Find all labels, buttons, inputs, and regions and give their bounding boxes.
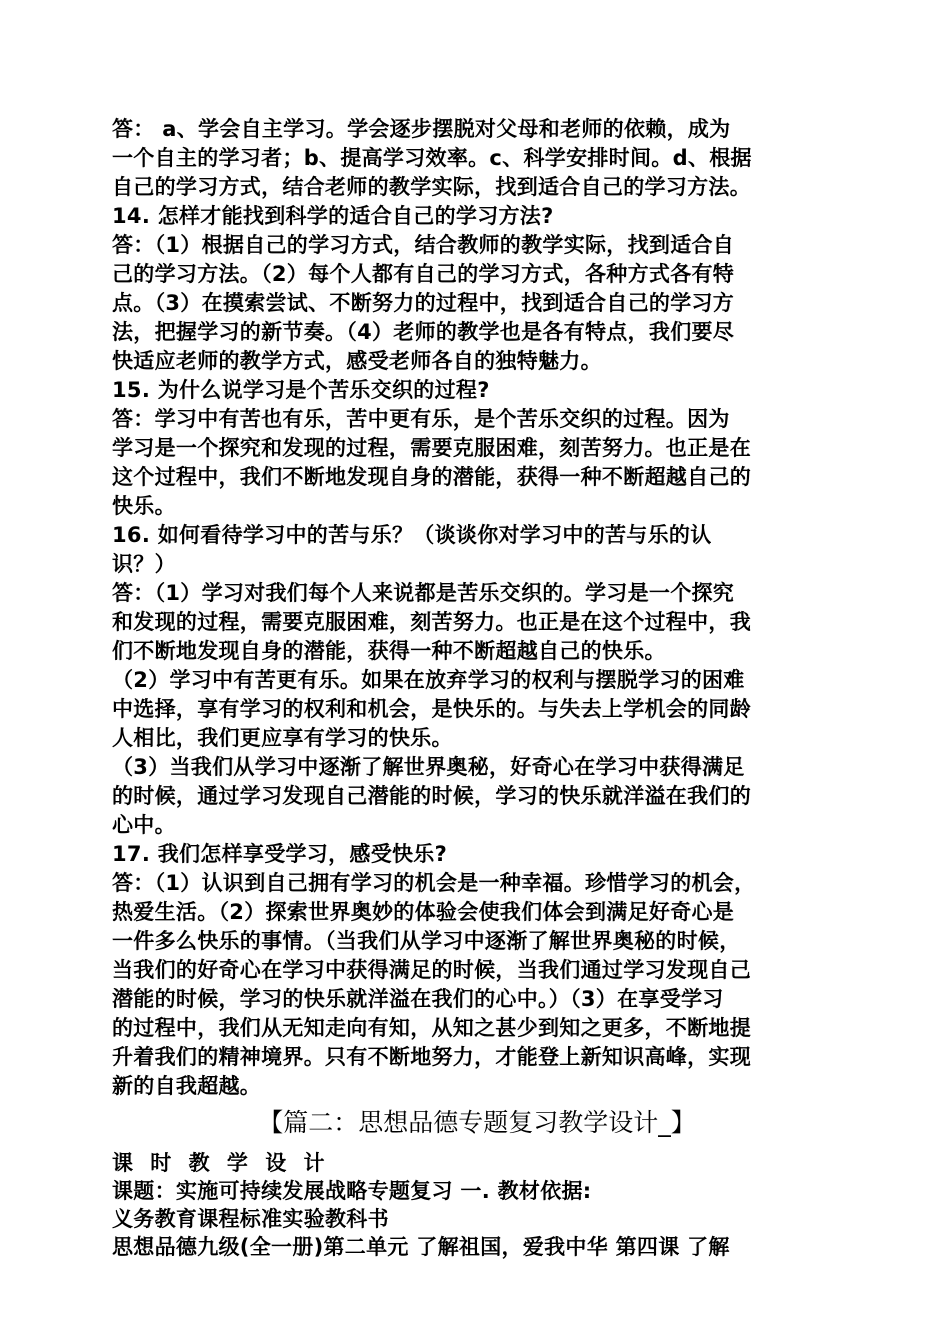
lesson-topic: 课题：实施可持续发展战略专题复习 一. 教材依据:: [112, 1179, 592, 1203]
lesson-design-title: 课 时 教 学 设 计: [112, 1151, 330, 1175]
question-16: 16. 如何看待学习中的苦与乐？（谈谈你对学习中的苦与乐的认: [112, 523, 712, 547]
text-line: 答：（1）学习对我们每个人来说都是苦乐交织的。学习是一个探究: [112, 581, 735, 605]
text-line: 这个过程中，我们不断地发现自身的潜能，获得一种不断超越自己的: [112, 465, 751, 489]
text-line: 一件多么快乐的事情。（当我们从学习中逐渐了解世界奥秘的时候，: [112, 929, 741, 953]
question-14: 14. 怎样才能找到科学的适合自己的学习方法?: [112, 204, 554, 228]
text-line: 点。（3）在摸索尝试、不断努力的过程中，找到适合自己的学习方: [112, 291, 735, 315]
text-line: 们不断地发现自身的潜能，获得一种不断超越自己的快乐。: [112, 639, 666, 663]
text-line: 人相比，我们更应享有学习的快乐。: [112, 726, 453, 750]
text-line: 法，把握学习的新节奏。（4）老师的教学也是各有特点，我们要尽: [112, 320, 735, 344]
text-line: 学习是一个探究和发现的过程，需要克服困难，刻苦努力。也正是在: [112, 436, 751, 460]
text-line: 快乐。: [112, 494, 176, 518]
text-line: 识？）: [112, 552, 176, 576]
text-line: 心中。: [112, 813, 176, 837]
text-line: 升着我们的精神境界。只有不断地努力，才能登上新知识高峰，实现: [112, 1045, 751, 1069]
text-line: 答：（1）认识到自己拥有学习的机会是一种幸福。珍惜学习的机会，: [112, 871, 756, 895]
section-heading: 【篇二：思想品德专题复习教学设计_】: [258, 1108, 696, 1137]
lesson-unit: 思想品德九级(全一册)第二单元 了解祖国，爱我中华 第四课 了解: [112, 1235, 730, 1259]
document-page: [112, 115, 842, 1261]
text-line: 答：学习中有苦也有乐，苦中更有乐，是个苦乐交织的过程。因为: [112, 407, 730, 431]
text-line: 和发现的过程，需要克服困难，刻苦努力。也正是在这个过程中，我: [112, 610, 751, 634]
text-line: 当我们的好奇心在学习中获得满足的时候，当我们通过学习发现自己: [112, 958, 751, 982]
qa-text-block: [112, 115, 842, 1101]
text-line: 答：（1）根据自己的学习方式，结合教师的教学实际，找到适合自: [112, 233, 735, 257]
text-line: 答： a、学会自主学习。学会逐步摆脱对父母和老师的依赖，成为: [112, 117, 731, 141]
lesson-textbook: 义务教育课程标准实验教科书: [112, 1207, 389, 1231]
text-line: 一个自主的学习者；b、提高学习效率。c、科学安排时间。d、根据: [112, 146, 752, 170]
lesson-design-block: [112, 1149, 842, 1261]
question-15: 15. 为什么说学习是个苦乐交织的过程?: [112, 378, 490, 402]
text-line: 新的自我超越。: [112, 1074, 262, 1098]
text-line: （3）当我们从学习中逐渐了解世界奥秘，好奇心在学习中获得满足: [112, 755, 745, 779]
text-line: 快适应老师的教学方式，感受老师各自的独特魅力。: [112, 349, 602, 373]
text-line: 己的学习方法。（2）每个人都有自己的学习方式，各种方式各有特: [112, 262, 735, 286]
text-line: 自己的学习方式，结合老师的教学实际，找到适合自己的学习方法。: [112, 175, 751, 199]
text-line: 潜能的时候，学习的快乐就洋溢在我们的心中。）（3）在享受学习: [112, 987, 724, 1011]
question-17: 17. 我们怎样享受学习，感受快乐?: [112, 842, 448, 866]
text-line: 的时候，通过学习发现自己潜能的时候，学习的快乐就洋溢在我们的: [112, 784, 751, 808]
text-line: （2）学习中有苦更有乐。如果在放弃学习的权利与摆脱学习的困难: [112, 668, 745, 692]
text-line: 中选择，享有学习的权利和机会，是快乐的。与失去上学机会的同龄: [112, 697, 751, 721]
text-line: 的过程中，我们从无知走向有知，从知之甚少到知之更多，不断地提: [112, 1016, 751, 1040]
text-line: 热爱生活。（2）探索世界奥妙的体验会使我们体会到满足好奇心是: [112, 900, 735, 924]
